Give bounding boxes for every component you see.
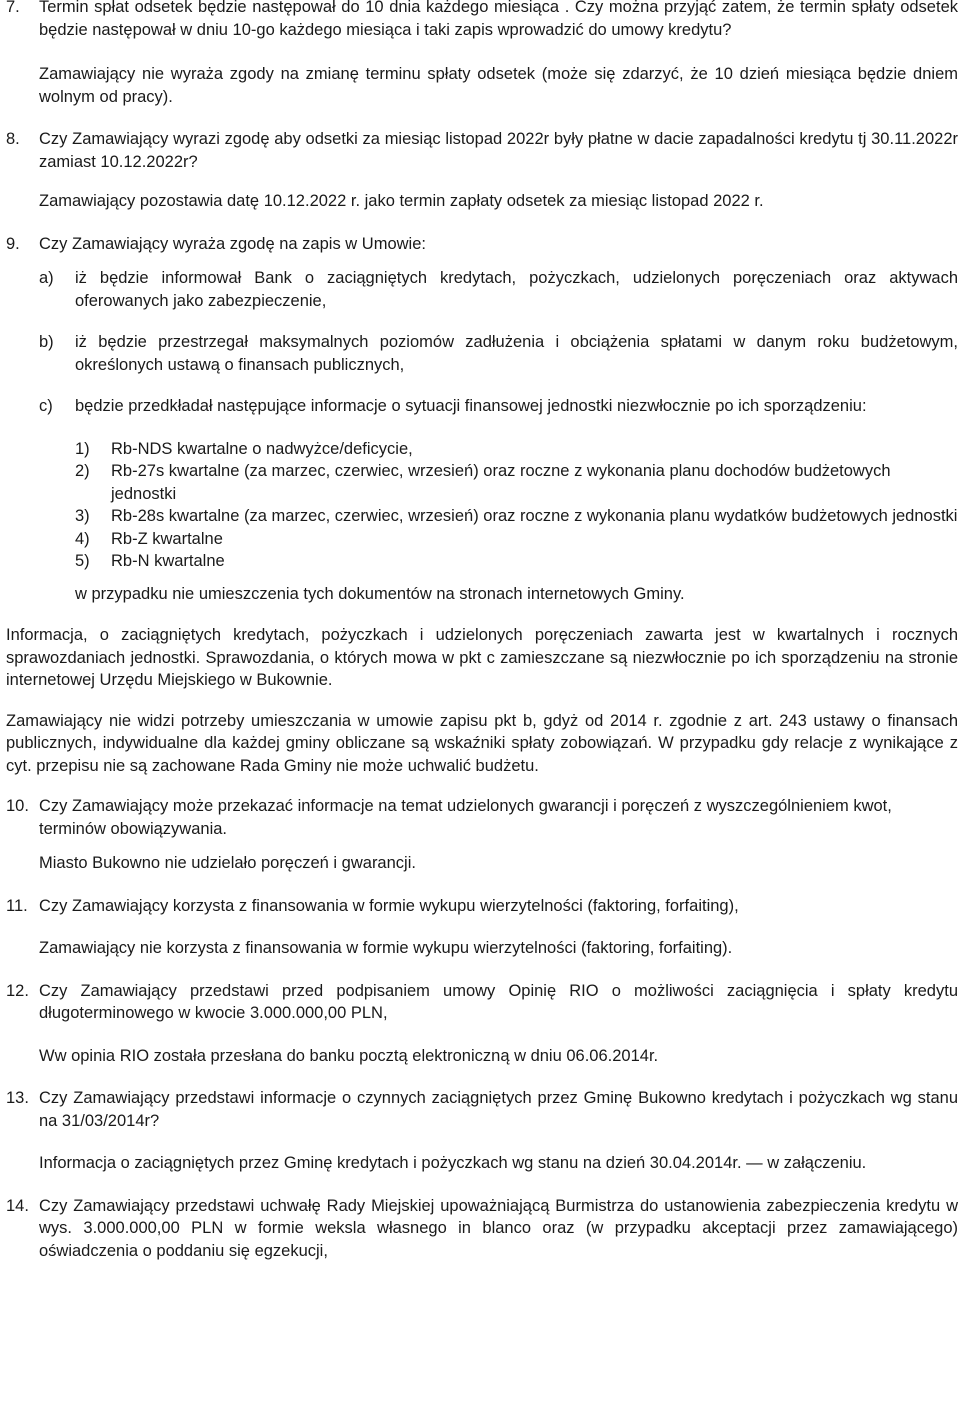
question-number: 9. bbox=[6, 234, 20, 253]
question-text: Czy Zamawiający przedstawi informacje o czynnych zaciągniętych przez Gminę Bukowno kredytach i pożyczkach wg stanu na 31/03/2014r? bbox=[39, 1089, 958, 1130]
question-7 bbox=[6, 0, 958, 41]
question-number: 12. bbox=[6, 981, 29, 1000]
answer-9-part-2: Zamawiający nie widzi potrzeby umieszczania w umowie zapisu pkt b, gdyż od 2014 r. zgodnie z art. 243 ustawy o finansach publicznych, indywidualne dla każdej gminy obliczane są wskaźniki spłaty zobowiązań. W przypadku gdy relacje z wynikające z cyt. przepisu nie są zachowane Rada Gminy nie może uchwalić budżetu. bbox=[6, 711, 958, 775]
sub-list-item-2 bbox=[75, 460, 958, 505]
question-number: 14. bbox=[6, 1196, 29, 1215]
item-text: Rb-N kwartalne bbox=[111, 552, 225, 570]
list-item-b bbox=[39, 331, 958, 376]
item-text: Rb-27s kwartalne (za marzec, czerwiec, wrzesień) oraz roczne z wykonania planu dochodów budżetowych jednostki bbox=[111, 462, 891, 503]
question-12 bbox=[6, 980, 958, 1025]
question-number: 7. bbox=[6, 0, 20, 16]
list-item-c bbox=[39, 395, 958, 418]
sub-list-item-5 bbox=[75, 550, 958, 573]
question-text: Czy Zamawiający przedstawi uchwałę Rady Miejskiej upoważniającą Burmistrza do ustanowienia zabezpieczenia kredytu w wys. 3.000.000,00 PLN w formie weksla własnego in blanco oraz (w przypadku akceptacji przez zamawiającego) oświadczenia o poddaniu się egzekucji, bbox=[39, 1196, 958, 1260]
document-page bbox=[6, 0, 958, 1262]
question-text: Czy Zamawiający przedstawi przed podpisaniem umowy Opinię RIO o możliwości zaciągnięcia i spłaty kredytu długoterminowego w kwocie 3.000.000,00 PLN, bbox=[39, 981, 958, 1022]
sub-list-item-1 bbox=[75, 438, 958, 461]
question-text: Czy Zamawiający wyraża zgodę na zapis w Umowie: bbox=[39, 234, 426, 253]
question-11 bbox=[6, 895, 958, 918]
item-label: 2) bbox=[75, 462, 90, 480]
question-number: 11. bbox=[6, 896, 28, 915]
answer-9-part-1: Informacja, o zaciągniętych kredytach, pożyczkach i udzielonych poręczeniach zawarta jest w kwartalnych i rocznych sprawozdaniach jednostki. Sprawozdania, o których mowa w pkt c zamieszczane są niezwłocznie po ich sporządzeniu na stronie internetowej Urzędu Miejskiego w Bukownie. bbox=[6, 626, 958, 689]
answer-10: Miasto Bukowno nie udzielało poręczeń i gwarancji. bbox=[39, 854, 416, 872]
item-label: b) bbox=[39, 333, 54, 351]
answer-12: Ww opinia RIO została przesłana do banku pocztą elektroniczną w dniu 06.06.2014r. bbox=[39, 1046, 659, 1065]
question-number: 8. bbox=[6, 130, 20, 148]
sub-list-item-4 bbox=[75, 528, 958, 551]
question-number: 10. bbox=[6, 797, 29, 815]
question-text: Termin spłat odsetek będzie następował do 10 dnia każdego miesiąca . Czy można przyjąć zatem, że termin spłaty odsetek będzie następował w dniu 10-go każdego miesiąca i taki zapis wprowadzić do umowy kredytu? bbox=[39, 0, 958, 39]
question-14 bbox=[6, 1195, 958, 1263]
question-text: Czy Zamawiający wyrazi zgodę aby odsetki za miesiąc listopad 2022r były płatne w dacie zapadalności kredytu tj 30.11.2022r zamiast 10.12.2022r? bbox=[39, 130, 958, 171]
answer-13: Informacja o zaciągniętych przez Gminę kredytach i pożyczkach wg stanu na dzień 30.04.2014r. — w załączeniu. bbox=[39, 1154, 867, 1172]
item-text: iż będzie przestrzegał maksymalnych poziomów zadłużenia i obciążenia spłatami w danym roku budżetowym, określonych ustawą o finansach publicznych, bbox=[75, 333, 958, 374]
item-label: a) bbox=[39, 269, 54, 287]
item-label: 4) bbox=[75, 529, 90, 548]
item-label: 1) bbox=[75, 439, 90, 458]
item-text: będzie przedkładał następujące informacje o sytuacji finansowej jednostki niezwłocznie po ich sporządzeniu: bbox=[75, 397, 867, 415]
list-item-a bbox=[39, 267, 958, 312]
item-text: Rb-Z kwartalne bbox=[111, 529, 223, 548]
item-label: c) bbox=[39, 397, 53, 415]
item-label: 3) bbox=[75, 507, 90, 525]
item-text: iż będzie informował Bank o zaciągniętych kredytach, pożyczkach, udzielonych poręczeniach oraz aktywach oferowanych jako zabezpieczenie, bbox=[75, 269, 958, 310]
item-text: Rb-NDS kwartalne o nadwyżce/deficycie, bbox=[111, 439, 413, 458]
question-10 bbox=[6, 795, 958, 840]
answer-8: Zamawiający pozostawia datę 10.12.2022 r. jako termin zapłaty odsetek za miesiąc listopad 2022 r. bbox=[39, 192, 764, 210]
question-9 bbox=[6, 233, 958, 256]
sub-list-item-3 bbox=[75, 505, 958, 528]
question-text: Czy Zamawiający korzysta z finansowania w formie wykupu wierzytelności (faktoring, forfaiting), bbox=[39, 896, 739, 915]
item-text: Rb-28s kwartalne (za marzec, czerwiec, wrzesień) oraz roczne z wykonania planu wydatków budżetowych jednostki bbox=[111, 507, 958, 525]
closing-remark: w przypadku nie umieszczenia tych dokumentów na stronach internetowych Gminy. bbox=[75, 584, 685, 603]
item-label: 5) bbox=[75, 552, 90, 570]
answer-11: Zamawiający nie korzysta z finansowania w formie wykupu wierzytelności (faktoring, forfaiting). bbox=[39, 939, 733, 957]
question-8 bbox=[6, 128, 958, 173]
answer-7: Zamawiający nie wyraża zgody na zmianę terminu spłaty odsetek (może się zdarzyć, że 10 dzień miesiąca będzie dniem wolnym od pracy). bbox=[39, 65, 958, 106]
question-number: 13. bbox=[6, 1089, 29, 1107]
question-text: Czy Zamawiający może przekazać informacje na temat udzielonych gwarancji i poręczeń z wyszczególnieniem kwot, terminów obowiązywania. bbox=[39, 797, 892, 838]
question-13 bbox=[6, 1087, 958, 1132]
